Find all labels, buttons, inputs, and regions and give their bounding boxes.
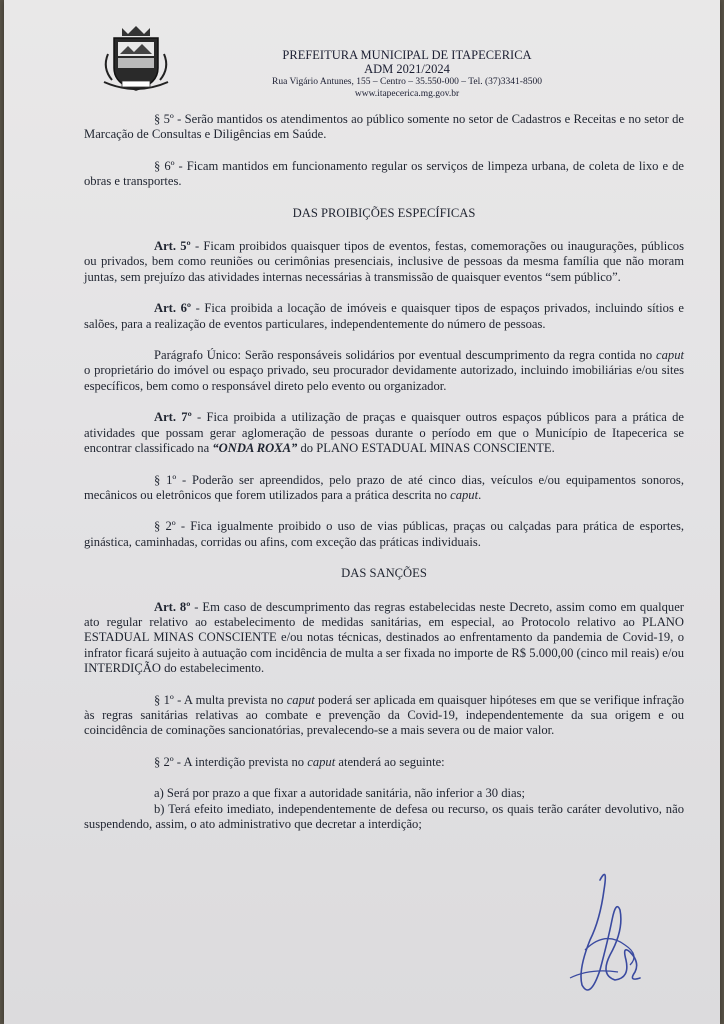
onda-roxa-term: “ONDA ROXA” (212, 441, 298, 456)
article-7-paragraph-1-text-a: § 1º - Poderão ser apreendidos, pelo prazo de até cinco dias, veículos e/ou equipamentos sonoros, mecânicos ou eletrônicos que forem utilizados para a prática descrita no (84, 472, 684, 502)
letterhead (100, 18, 700, 108)
handwritten-signature (560, 860, 650, 1000)
sole-paragraph-text-b: o proprietário do imóvel ou espaço privado, seu procurador devidamente autorizado, incluindo imobiliárias e/ou sites específicos, bem como o responsável direto pelo evento ou organizador. (84, 363, 684, 393)
article-6 (84, 301, 684, 332)
article-7-text-b: do PLANO ESTADUAL MINAS CONSCIENTE. (297, 441, 555, 456)
caput-term: caput (307, 754, 336, 769)
article-5 (84, 239, 684, 285)
org-website: www.itapecerica.mg.gov.br (354, 89, 460, 99)
article-7-paragraph-1-text-b: . (478, 487, 482, 502)
article-5-label: Art. 5º (154, 239, 191, 254)
document-body (84, 112, 684, 832)
article-5-text: - Ficam proibidos quaisquer tipos de eventos, festas, comemorações ou inaugurações, públicos ou privados, bem como reuniões ou cerimônias presenciais, inclusive de pessoas da mesma família que não moram juntas, sem prejuízo das atividades internas necessárias à transmissão de quaisquer eventos “sem público”. (84, 239, 684, 284)
document-page (4, 0, 720, 1024)
org-address: Rua Vigário Antunes, 155 – Centro – 35.550-000 – Tel. (37)3341-8500 (272, 77, 542, 87)
article-8-paragraph-2-text-a: § 2º - A interdição prevista no (154, 754, 308, 769)
list-item-a: a) Será por prazo a que fixar a autoridade sanitária, não inferior a 30 dias; (154, 786, 525, 801)
article-7-text-a: - Fica proibida a utilização de praças e quaisquer outros espaços públicos para a prática de atividades que possam gerar aglomeração de pessoas durante o período em que o Município de Itapecerica se encontrar classificado na (84, 410, 684, 456)
sole-paragraph-text-a: Parágrafo Único: Serão responsáveis solidários por eventual descumprimento da regra contida no (154, 348, 657, 363)
paragraph-6: § 6º - Ficam mantidos em funcionamento regular os serviços de limpeza urbana, de coleta de lixo e de obras e transportes. (84, 158, 684, 189)
letterhead-text (222, 48, 592, 100)
paragraph-5: § 5º - Serão mantidos os atendimentos ao público somente no setor de Cadastros e Receitas e no setor de Marcação de Consultas e Diligências em Saúde. (84, 112, 684, 142)
article-7-label: Art. 7º (154, 410, 192, 425)
caput-term: caput (286, 692, 315, 707)
article-8-paragraph-1 (84, 693, 684, 739)
sole-paragraph (84, 348, 684, 394)
article-6-text: - Fica proibida a locação de imóveis e quaisquer tipos de espaços privados, incluindo sítios e salões, para a realização de eventos particulares, independentemente do número de pessoas. (84, 301, 684, 331)
article-8 (84, 600, 684, 677)
administration-period: ADM 2021/2024 (364, 62, 450, 76)
article-8-paragraph-2-text-b: atenderá ao seguinte: (335, 754, 445, 769)
article-6-label: Art. 6º (154, 301, 192, 316)
section-heading-sanctions: DAS SANÇÕES (341, 566, 427, 581)
article-8-label: Art. 8º (154, 599, 191, 614)
article-8-paragraph-1-text-b: poderá ser aplicada em quaisquer hipóteses em que se verifique infração às regras sanitárias relativas ao combate e prevenção da Covid-19, independentemente da sua origem e ou coincidência de cominações sancionatórias, prevalecendo-se a mais severa ou de maior valor. (84, 692, 685, 738)
org-name: PREFEITURA MUNICIPAL DE ITAPECERICA (282, 48, 532, 62)
caput-term: caput (450, 487, 479, 502)
article-8-paragraph-1-text-a: § 1º - A multa prevista no (154, 692, 287, 707)
municipal-coat-of-arms-icon (100, 24, 172, 94)
list-item-b: b) Terá efeito imediato, independentemente de defesa ou recurso, os quais terão caráter devolutivo, não suspendendo, assim, o ato administrativo que decretar a interdição; (84, 801, 684, 831)
article-7-paragraph-1 (84, 473, 684, 504)
article-7 (84, 410, 684, 456)
article-7-paragraph-2: § 2º - Fica igualmente proibido o uso de vias públicas, praças ou calçadas para prática de esportes, ginástica, caminhadas, corridas ou afins, com exceção das práticas individuais. (84, 519, 684, 549)
caput-term: caput (656, 348, 684, 363)
section-heading-prohibitions: DAS PROIBIÇÕES ESPECÍFICAS (292, 205, 476, 220)
article-8-text: - Em caso de descumprimento das regras estabelecidas neste Decreto, assim como em qualquer ato regular relativo ao estabelecimento de medidas sanitárias, em especial, ao Protocolo relativo ao PLANO ESTADUAL MINAS CONSCIENTE e/ou notas técnicas, destinados ao enfrentamento da pandemia de Covid-19, o infrator ficará sujeito à autuação com incidência de multa a ser fixada no importe de R$ 5.000,00 (cinco mil reais) e/ou INTERDIÇÃO do estabelecimento. (84, 599, 684, 676)
interdiction-list (84, 786, 684, 832)
article-8-paragraph-2 (84, 755, 684, 770)
